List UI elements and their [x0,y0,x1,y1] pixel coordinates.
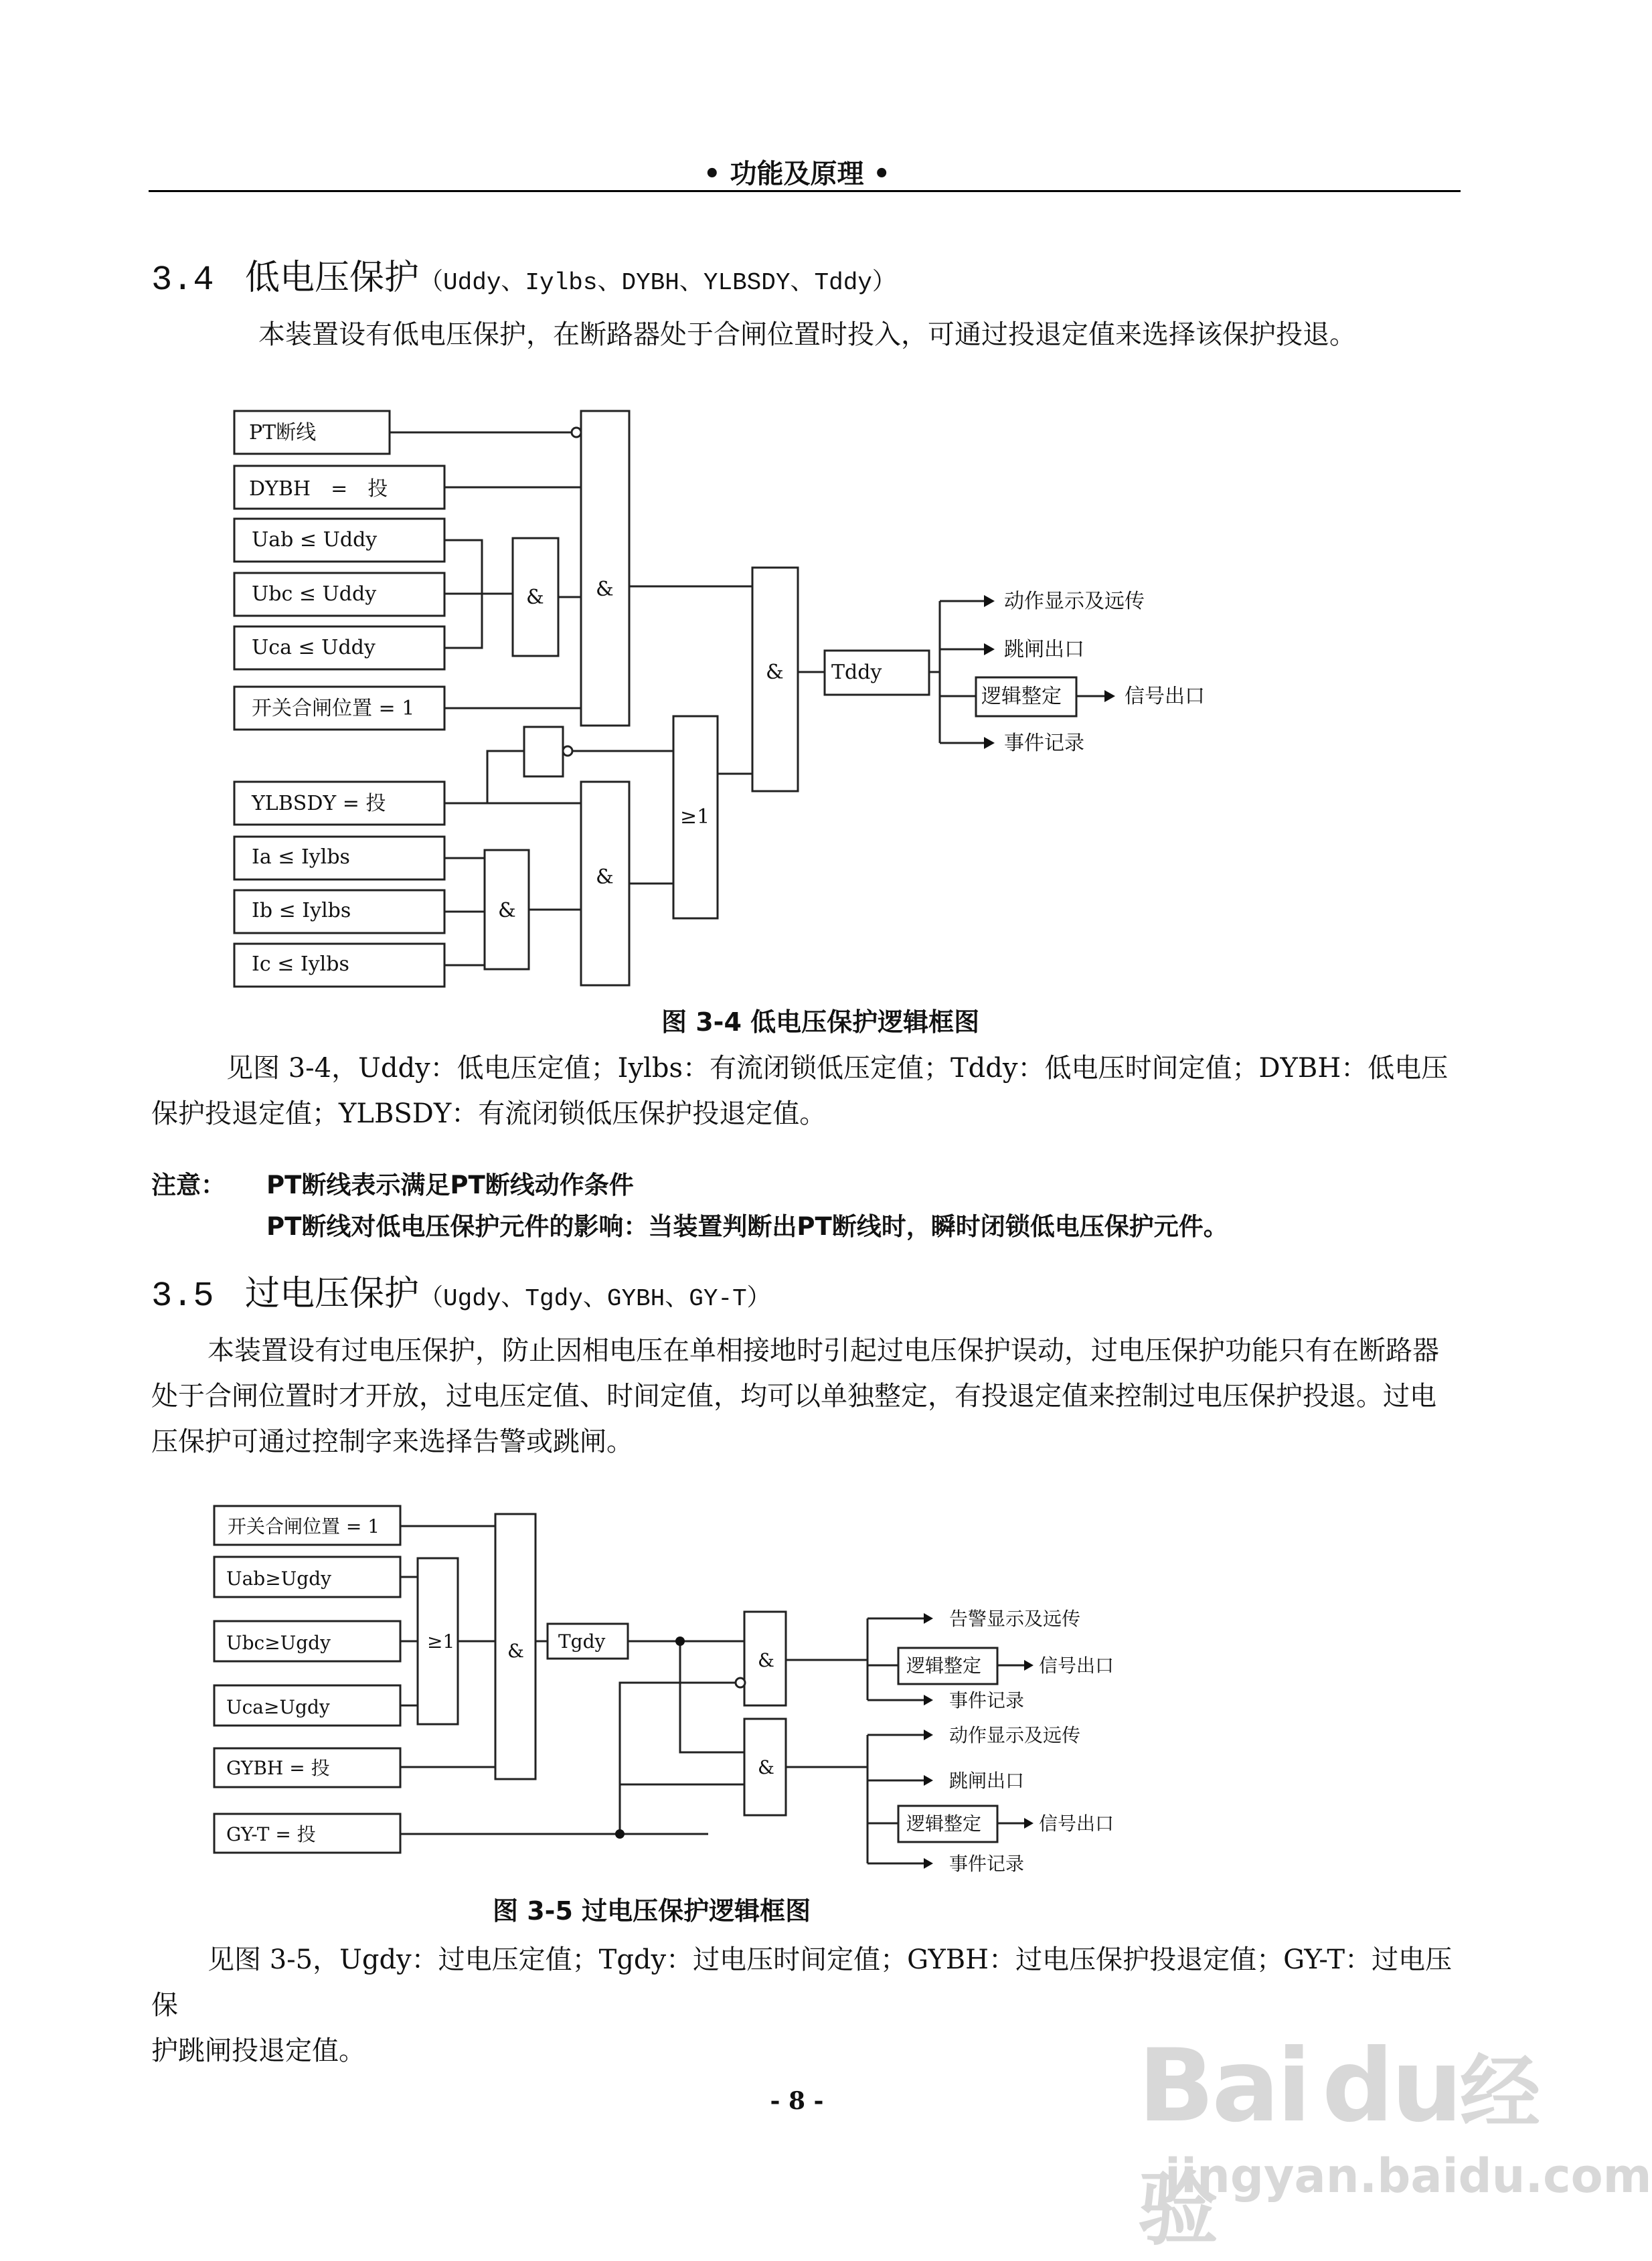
section-number: 3.5 [151,1276,214,1316]
section-3-4-desc: 见图 3-4，Uddy：低电压定值；Iylbs：有流闭锁低压定值；Tddy：低电压时间定值；DYBH：低电压 保护投退定值；YLBSDY：有流闭锁低压保护投退定值。 [151,1053,1449,1129]
section-number: 3.4 [151,260,214,300]
input-ic: Ic ≤ Iylbs [252,952,349,976]
and-gate-label: & [758,1756,774,1778]
logic-setting-label: 逻辑整定 [981,685,1062,708]
note-label: 注意： [151,1171,226,1199]
output-event-record: 事件记录 [949,1689,1025,1711]
section-3-5-intro: 本装置设有过电压保护，防止因相电压在单相接地时引起过电压保护误动，过电压保护功能只有在断路器 处于合闸位置时才开放，过电压定值、时间定值，均可以单独整定，有投退定值来控制过电压保护投退。过电 压保护可通过控制字来选择告警或跳闸。 [151,1335,1439,1457]
figure-3-5-diagram [0,1473,1594,1941]
output-action-display: 动作显示及远传 [1004,590,1145,613]
watermark-logo: Bai du经验 [1138,2028,1538,2256]
and-gate-label: & [596,865,614,889]
page-header: • 功能及原理 • [704,159,890,189]
and-gate-label: & [507,1640,524,1662]
output-signal: 信号出口 [1039,1813,1114,1835]
logic-setting-label: 逻辑整定 [906,1655,982,1677]
and-gate-label: & [596,578,614,601]
and-gate-label: & [766,661,784,684]
page-number: - 8 - [770,2087,824,2115]
note-line-1: PT断线表示满足PT断线动作条件 [266,1171,634,1199]
output-signal: 信号出口 [1039,1655,1114,1677]
input-ia: Ia ≤ Iylbs [252,845,350,869]
timer-label: Tddy [831,661,882,684]
output-trip: 跳闸出口 [949,1770,1025,1792]
and-gate-label: & [498,899,516,922]
input-uab: Uab≥Ugdy [226,1568,331,1590]
section-3-5-desc: 见图 3-5，Ugdy：过电压定值；Tgdy：过电压时间定值；GYBH：过电压保护投退定值；GY-T：过电压保 护跳闸投退定值。 [151,1944,1453,2066]
and-gate-label: & [758,1649,774,1671]
input-ubc: Ubc ≤ Uddy [252,582,377,606]
or-gate-label: ≥1 [680,805,710,829]
figure-3-5-caption: 图 3-5 过电压保护逻辑框图 [493,1896,811,1926]
input-gy-t: GY-T = 投 [226,1823,316,1845]
input-ubc: Ubc≥Ugdy [226,1632,331,1654]
section-title: 过电压保护 [245,1274,420,1314]
input-uab: Uab ≤ Uddy [252,528,378,552]
timer-label: Tgdy [558,1630,606,1653]
input-dybh: DYBH = 投 [249,477,388,501]
section-title: 低电压保护 [245,258,420,298]
input-breaker-closed: 开关合闸位置 = 1 [228,1515,380,1537]
output-event-record: 事件记录 [1004,732,1084,755]
figure-3-4-caption: 图 3-4 低电压保护逻辑框图 [661,1007,980,1037]
output-alarm-display: 告警显示及远传 [949,1608,1081,1630]
input-uca: Uca≥Ugdy [226,1696,330,1718]
section-subtitle: （Ugdy、Tgdy、GYBH、GY-T） [419,1285,771,1313]
output-trip: 跳闸出口 [1004,638,1084,661]
section-3-4-intro: 本装置设有低电压保护，在断路器处于合闸位置时投入，可通过投退定值来选择该保护投退。 [258,319,1356,350]
input-pt-break: PT断线 [249,421,317,444]
figure-3-4-diagram [0,0,1594,1044]
input-ib: Ib ≤ Iylbs [252,899,351,922]
output-action-display: 动作显示及远传 [949,1724,1081,1746]
output-signal: 信号出口 [1125,685,1205,708]
section-3-5-heading [151,1265,771,1316]
and-gate-label: & [526,586,544,609]
output-event-record: 事件记录 [949,1853,1025,1875]
or-gate-label: ≥1 [427,1630,455,1653]
logic-setting-label: 逻辑整定 [906,1813,982,1835]
watermark-url: jingyan.baidu.com [1165,2149,1652,2203]
input-breaker-closed: 开关合闸位置 = 1 [252,697,415,720]
note-line-2: PT断线对低电压保护元件的影响：当装置判断出PT断线时，瞬时闭锁低电压保护元件。 [266,1212,1228,1241]
input-uca: Uca ≤ Uddy [252,636,376,659]
input-ylbsdy: YLBSDY = 投 [252,792,386,815]
section-subtitle: （Uddy、Iylbs、DYBH、YLBSDY、Tddy） [419,269,896,297]
input-gybh: GYBH = 投 [226,1757,330,1779]
